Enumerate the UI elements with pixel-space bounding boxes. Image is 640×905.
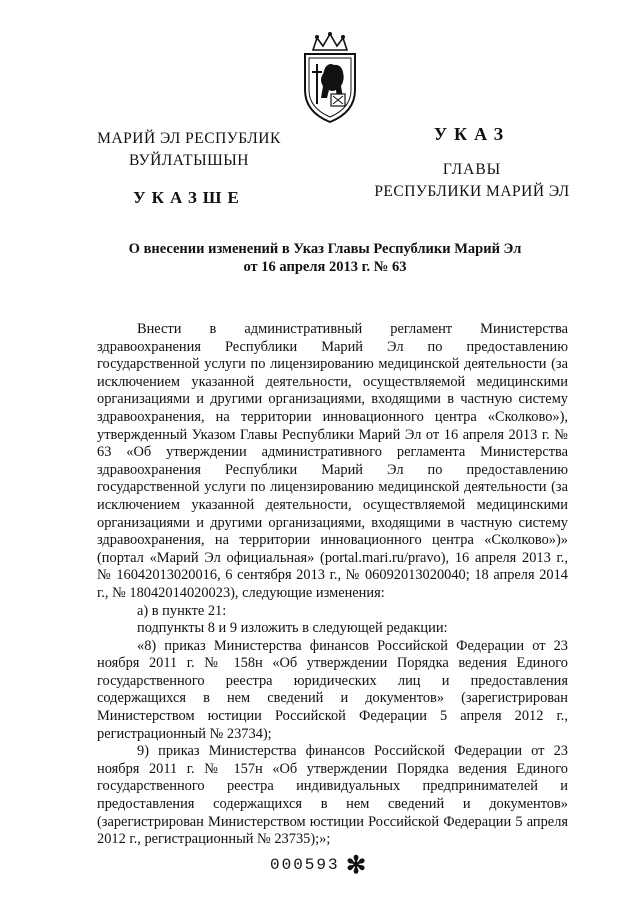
header-right-block: [362, 124, 582, 203]
body-paragraph-order-9: 9) приказ Министерства финансов Российской Федерации от 23 ноября 2011 г. № 157н «Об утверждении Порядка ведения Единого государственного реестра индивидуальных предпринимателей и предоставления содержащихся в нем сведений и документов» (зарегистрирован Министерством юстиции Российской Федерации 5 апреля 2012 г., регистрационный № 23735);»;: [97, 743, 568, 848]
header-left-line2: ВУЙЛАТЫШЫН: [129, 152, 249, 169]
asterisk-mark: ✻: [346, 853, 367, 879]
header-left-block: [84, 128, 294, 208]
serial-number: 000593: [270, 856, 340, 874]
title-line1: О внесении изменений в Указ Главы Республики Марий Эл: [128, 241, 522, 257]
header-right-decree-word: УКАЗ: [433, 124, 511, 144]
body-paragraph-order-8: «8) приказ Министерства финансов Российской Федерации от 23 ноября 2011 г. № 158н «Об утверждении Порядка ведения Единого государственного реестра юридических лиц и предоставления содержащихся в нем сведений и документов» (зарегистрирован Министерством юстиции Российской Федерации 5 апреля 2012 г., регистрационный № 23734);: [97, 637, 568, 742]
header-right-line2: ГЛАВЫ: [442, 161, 502, 178]
header-left-decree-word: УКАЗШЕ: [133, 188, 245, 207]
body-paragraph-item-a: а) в пункте 21:: [137, 602, 227, 619]
document-title: [60, 240, 590, 276]
coat-of-arms-emblem: [299, 32, 361, 124]
body-paragraph-subitems: подпункты 8 и 9 изложить в следующей редакции:: [137, 620, 448, 637]
body-paragraph-main: Внести в административный регламент Министерства здравоохранения Республики Марий Эл по предоставлению государственной услуги по лицензированию медицинской деятельности (за исключением указанной деятельности, осуществляемой медицинскими организациями и другими организациями, входящими в частную систему здравоохранения, на территории инновационного центра «Сколково»), утвержденный Указом Главы Республики Марий Эл от 16 апреля 2013 г. № 63 «Об утверждении административного регламента Министерства здравоохранения Республики Марий Эл по предоставлению государственной услуги по лицензированию медицинской деятельности (за исключением указанной деятельности, осуществляемой медицинскими организациями и другими организациями, входящими в частную систему здравоохранения, на территории инновационного центра «Сколково»)» (портал «Марий Эл официальная» (portal.mari.ru/pravo), 16 апреля 2013 г., № 16042013020016, 6 сентября 2013 г., № 06092013020040; 18 апреля 2014 г., № 18042014020023), следующие изменения:: [97, 321, 568, 601]
title-line2: от 16 апреля 2013 г. № 63: [243, 259, 407, 275]
header-right-line3: РЕСПУБЛИКИ МАРИЙ ЭЛ: [374, 183, 570, 200]
document-body: [97, 321, 568, 849]
header-left-line1: МАРИЙ ЭЛ РЕСПУБЛИК: [97, 130, 281, 147]
